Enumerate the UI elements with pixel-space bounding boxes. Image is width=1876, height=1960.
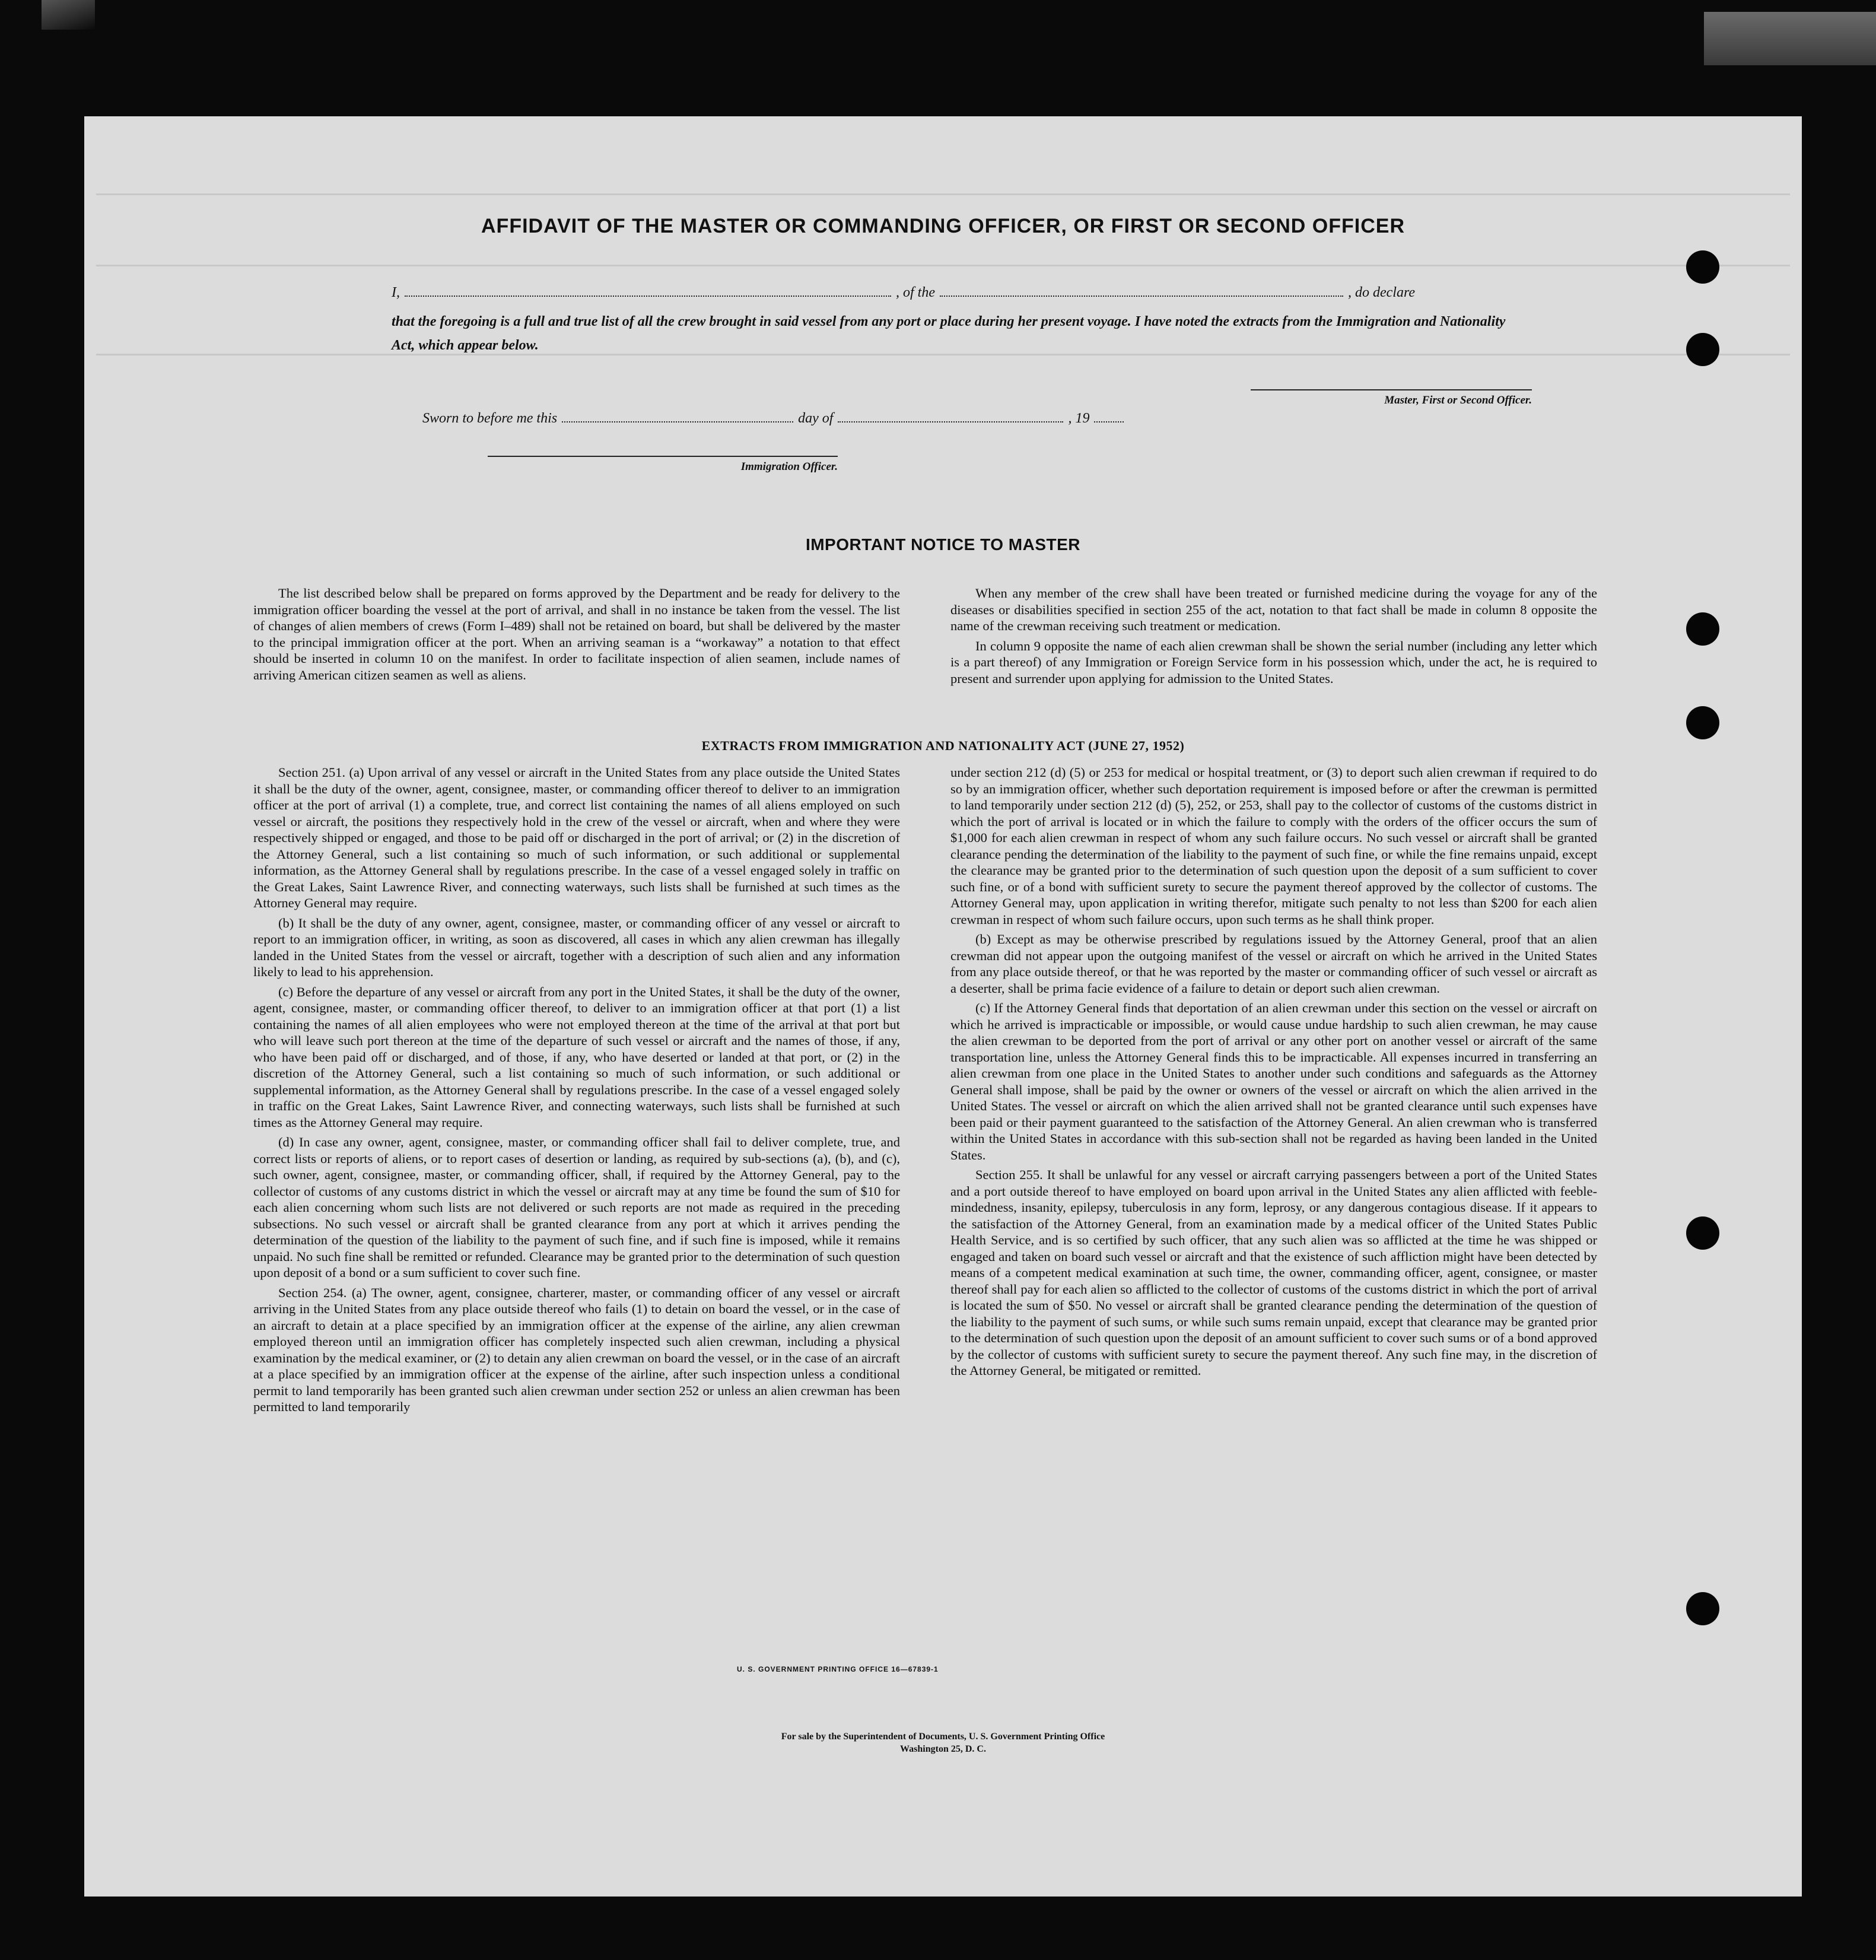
- day-of-label: day of: [798, 411, 834, 426]
- of-the-label: , of the: [896, 285, 935, 300]
- sworn-label: Sworn to before me this: [422, 411, 558, 426]
- declaration-text: that the foregoing is a full and true list of all the crew brought in said vessel from any port or place during her present voyage. I have noted the extracts from the Immigration and Nationality Act, which appear below.: [392, 314, 1506, 353]
- officer-name-field[interactable]: [405, 284, 891, 297]
- sworn-year-field[interactable]: [1094, 409, 1124, 423]
- punch-hole: [1686, 1592, 1719, 1625]
- section-255-paragraph: Section 255. It shall be unlawful for any vessel or aircraft carrying passengers between a port of the United States and a port outside thereof to have employed on board upon arrival in the United States any alien afflicted with feeble-mindedness, insanity, epilepsy, tuberculosis in any form, leprosy, or any dangerous contagious disease. If it appears to the satisfaction of the Attorney General, from an examination made by a medical officer of the United States Public Health Service, and is so certified by such officer, that any such alien was so afflicted at the time he was shipped or engaged and taken on board such vessel or aircraft and that the existence of such affliction might have been detected by means of a competent medical examination at such time, the owner, commanding officer, agent, consignee, or master thereof shall pay for each alien so afflicted to the collector of customs of the customs district in which the port of arrival is located the sum of $50. No vessel or aircraft shall be granted clearance pending the determination of the question of the liability to the payment of such sums, or while such sums remain unpaid, except that clearance may be granted prior to the determination of such question upon the deposit of an amount sufficient to cover such sums or of a bond approved by the collector of customs with sufficient surety to secure the payment thereof. Any such fine may, in the discretion of the Attorney General, be mitigated or remitted.: [950, 1167, 1597, 1378]
- bleed-through-line: [96, 265, 1790, 266]
- immigration-officer-signature-line[interactable]: [488, 456, 838, 457]
- section-254b-paragraph: (b) Except as may be otherwise prescribed by regulations issued by the Attorney General, proof that an alien crewman did not appear upon the outgoing manifest of the vessel or aircraft on which he arrived in the United States from any place outside thereof, or that he was reported by the master or commanding officer of such vessel or aircraft as a deserter, shall be prima facie evidence of a failure to detain or deport such alien crewman.: [950, 932, 1597, 996]
- for-sale-notice: [84, 1730, 1802, 1755]
- for-sale-address: Washington 25, D. C.: [900, 1744, 986, 1754]
- notice-paragraph: In column 9 opposite the name of each alien crewman shall be shown the serial number (including any letter which is a part thereof) of any Immigration or Foreign Service form in his possession which, under the act, he is required to present and surrender upon applying for admission to the United States.: [950, 638, 1597, 686]
- master-signature-line[interactable]: [1251, 389, 1532, 390]
- extracts-left-column: [253, 764, 900, 1419]
- section-251b-paragraph: (b) It shall be the duty of any owner, agent, consignee, master, or commanding officer of any vessel or aircraft to report to an immigration officer, in writing, as soon as discovered, all cases in which any alien crewman has illegally landed in the United States from the vessel or aircraft, together with a description of such alien and any information likely to lead to his apprehension.: [253, 915, 900, 979]
- section-251c-paragraph: (c) Before the departure of any vessel or aircraft from any port in the United States, it shall be the duty of the owner, agent, consignee, master, or commanding officer thereof, to deliver to an immigration officer at that port (1) a list containing the names of all alien employees who were not employed thereon at the time of the arrival at that port but who will leave such port thereon at the time of the departure of such vessel or aircraft and the names of those, if any, who have been paid off or discharged, and of those, if any, who have deserted or landed at that port, or (2) in the discretion of the Attorney General, such a list containing so much of such information, or such additional or supplemental information, as the Attorney General shall by regulations prescribe. In the case of a vessel engaged solely in traffic on the Great Lakes, Saint Lawrence River, and connecting waterways, such lists shall be furnished at such times as the Attorney General may require.: [253, 984, 900, 1130]
- punch-hole: [1686, 612, 1719, 646]
- sworn-month-field[interactable]: [838, 409, 1063, 423]
- do-declare-label: , do declare: [1348, 285, 1416, 300]
- sworn-day-field[interactable]: [562, 409, 793, 423]
- year-label: , 19: [1068, 411, 1090, 426]
- sworn-line: [422, 409, 1124, 427]
- bleed-through-line: [96, 193, 1790, 195]
- punch-hole: [1686, 706, 1719, 739]
- punch-hole: [1686, 1216, 1719, 1250]
- section-254a-paragraph: Section 254. (a) The owner, agent, consignee, charterer, master, or commanding officer of any vessel or aircraft arriving in the United States from any place outside thereof who fails (1) to detain on board the vessel, or in the case of an aircraft to detain at a place specified by an immigration officer at the expense of the airline, any alien crewman employed thereon until an immigration officer has completely inspected such alien crewman, including a physical examination by the medical examiner, or (2) to detain any alien crewman on board the vessel, or in the case of an aircraft at a place specified by an immigration officer at the expense of the airline, after such inspection unless a conditional permit to land temporarily has been granted such alien crewman under section 252 or unless an alien crewman has been permitted to land temporarily: [253, 1285, 900, 1414]
- section-251a-paragraph: Section 251. (a) Upon arrival of any vessel or aircraft in the United States from any place outside the United States it shall be the duty of the owner, agent, consignee, master, or commanding officer thereof to deliver to an immigration officer at the port of arrival (1) a complete, true, and correct list containing the names of all aliens employed on such vessel or aircraft, the positions they respectively hold in the crew of the vessel or aircraft, when and where they were respectively shipped or engaged, and those to be paid off or discharged in the port of arrival; or (2) in the discretion of the Attorney General, such a list containing so much of such information, or such additional or supplemental information, as the Attorney General shall by regulations prescribe. In the case of a vessel engaged solely in traffic on the Great Lakes, Saint Lawrence River, and connecting waterways, such lists shall be furnished at such times as the Attorney General may require.: [253, 765, 900, 910]
- form-page: [84, 116, 1802, 1897]
- declaration-line: [392, 284, 1519, 301]
- for-sale-line: For sale by the Superintendent of Documents, U. S. Government Printing Office: [781, 1732, 1105, 1742]
- notice-paragraph: When any member of the crew shall have been treated or furnished medicine during the voyage for any of the diseases or disabilities specified in section 255 of the act, notation to that fact shall be made in column 8 opposite the name of the crewman receiving such treatment or medication.: [950, 586, 1597, 633]
- scan-corner-top-right: [1704, 12, 1876, 65]
- notice-right-column: [950, 585, 1597, 690]
- punch-hole: [1686, 333, 1719, 366]
- extracts-title: EXTRACTS FROM IMMIGRATION AND NATIONALITY ACT (JUNE 27, 1952): [701, 738, 1185, 753]
- section-254a-continuation: under section 212 (d) (5) or 253 for medical or hospital treatment, or (3) to deport such alien crewman if required to do so by an immigration officer, whether such deportation requirement is imposed before or after the crewman is permitted to land temporarily under section 212 (d) (5), 252, or 253, shall pay to the collector of customs of the customs district in which the port of arrival is located or in which the failure to comply with the orders of the officer occurs the sum of $1,000 for each alien crewman in respect of whom any such failure occurs. No such vessel or aircraft shall be granted clearance pending the determination of the liability to the payment of such fine, or while the fine remains unpaid, except the clearance may be granted prior to the determination of such question upon the deposit of a sum sufficient to cover such fine, or of a bond with sufficient surety to secure the payment thereof approved by the collector of customs. The Attorney General may, upon application in writing therefor, mitigate such penalty to not less than $200 for each alien crewman in respect of whom such failure occurs, upon such terms as he shall think proper.: [950, 765, 1597, 927]
- notice-title: IMPORTANT NOTICE TO MASTER: [805, 535, 1081, 554]
- master-signature-caption: Master, First or Second Officer.: [1384, 394, 1532, 406]
- notice-left-column: [253, 585, 900, 687]
- punch-hole: [1686, 250, 1719, 284]
- extracts-right-column: [950, 764, 1597, 1383]
- section-254c-paragraph: (c) If the Attorney General finds that deportation of an alien crewman under this section on the vessel or aircraft on which he arrived is impracticable or impossible, or would cause undue hardship to such alien crewman, he may cause the alien crewman to be deported from the port of arrival or any other port on another vessel or aircraft of the same transportation line, unless the Attorney General finds this to be impracticable. All expenses incurred in transferring an alien crewman from one place in the United States to another under such conditions and safeguards as the Attorney General shall impose, shall be paid by the owner or owners of the vessel or aircraft on which the alien arrived in the United States. The vessel or aircraft on which the alien arrived shall not be granted clearance until such expenses have been paid or their payment guaranteed to the satisfaction of the Attorney General. An alien crewman who is transferred within the United States in accordance with this sub-section shall not be regarded as having been landed in the United States.: [950, 1000, 1597, 1162]
- i-label: I,: [392, 285, 400, 300]
- printing-office-imprint: U. S. GOVERNMENT PRINTING OFFICE 16—67839-1: [737, 1665, 939, 1673]
- affidavit-title: AFFIDAVIT OF THE MASTER OR COMMANDING OFFICER, OR FIRST OR SECOND OFFICER: [481, 215, 1405, 237]
- vessel-name-field[interactable]: [940, 284, 1343, 297]
- section-251d-paragraph: (d) In case any owner, agent, consignee, master, or commanding officer shall fail to deliver complete, true, and correct lists or reports of aliens, or to report cases of desertion or landing, as required by sub-sections (a), (b), and (c), such owner, agent, consignee, master, or commanding officer, shall, if required by the Attorney General, pay to the collector of customs of any customs district in which the vessel or aircraft may at any time be found the sum of $10 for each alien concerning whom such lists are not delivered or such reports are not made as required in the preceding subsections. No such vessel or aircraft shall be granted clearance from any port at which it arrives pending the determination of the question of the liability to the payment of such fine, and if such fine is imposed, while it remains unpaid. No such fine shall be remitted or refunded. Clearance may be granted prior to the determination of such question upon deposit of a bond or a sum sufficient to cover such fine.: [253, 1135, 900, 1280]
- scan-corner-top-left: [42, 0, 95, 30]
- notice-paragraph: The list described below shall be prepared on forms approved by the Department and be ready for delivery to the immigration officer boarding the vessel at the port of arrival, and shall in no instance be taken from the vessel. The list of changes of alien members of crews (Form I–489) shall not be retained on board, but shall be delivered by the master to the principal immigration officer at the port. When an arriving seaman is a “workaway” a notation to that effect should be inserted in column 10 on the manifest. In order to facilitate inspection of alien seamen, include names of arriving American citizen seamen as well as aliens.: [253, 586, 900, 682]
- immigration-officer-caption: Immigration Officer.: [740, 460, 838, 473]
